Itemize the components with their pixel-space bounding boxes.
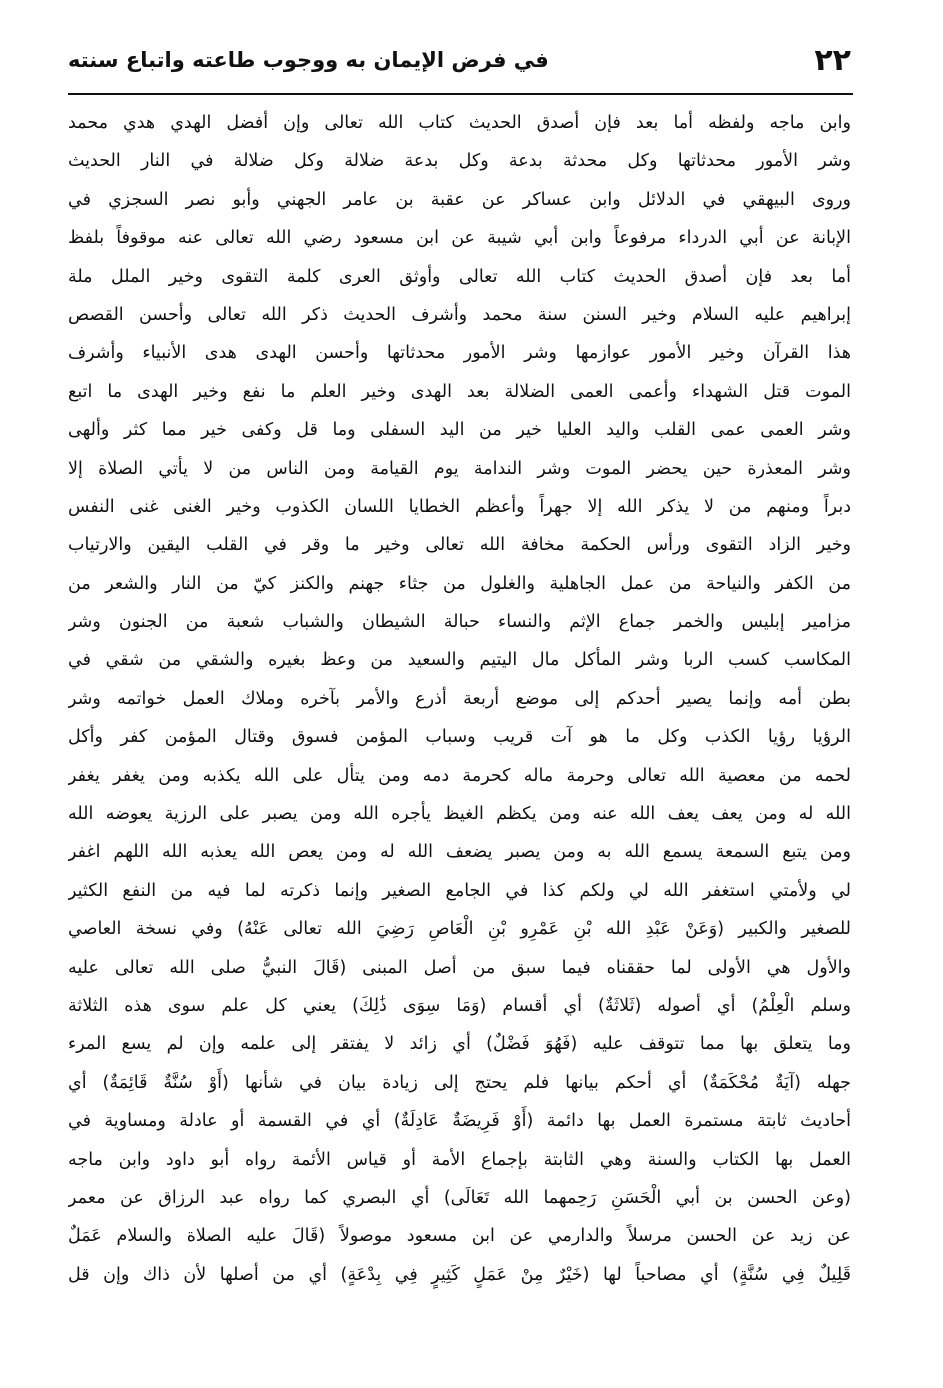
text-line: المكاسب كسب الربا وشر المأكل مال اليتيم والسعيد من وعظ بغيره والشقي من شقي في [68,650,851,671]
text-line: دبراً ومنهم من لا يذكر الله إلا جهراً وأعظم الخطايا اللسان الكذوب وخير الغنى غنى النفس [68,496,851,517]
text-line: أحاديث ثابتة مستمرة العمل بها دائمة (أَوْ فَرِيضَةٌ عَادِلَةٌ) أي في القسمة أو عادلة ومساوية في [68,1111,851,1132]
text-line: وابن ماجه ولفظه أما بعد فإن أصدق الحديث كتاب الله تعالى وإن أفضل الهدي هدي محمد [68,113,851,133]
text-line: العمل بها الكتاب والسنة وهي الثابتة بإجماع الأمة أو قياس الأئمة رواه أبو داود وابن ماجه [68,1149,851,1170]
text-line: لي ولأمتي استغفر الله لي ولكم كذا في الجامع الصغير وإنما ذكرته لما فيه من النفع الكثير [68,880,851,901]
text-line: وما يتعلق بها مما تتوقف عليه (فَهُوَ فَضْلٌ) أي زائد لا يفتقر إلى علمه وإن لم يسع المرء [68,1034,851,1055]
text-line: والأول هي الأولى لما حققناه فيما سبق من أصل المبنى (قَالَ النبيُّ صلى الله تعالى عليه [68,957,851,978]
header-divider [68,93,853,95]
text-line: للصغير والكبير (وَعَنْ عَبْدِ الله بْنِ عَمْرِو بْنِ الْعَاصِ رَضِيَ الله تعالى عَنْهُ) وفي نسخة العاصي [68,919,851,940]
text-line: وروى البيهقي في الدلائل وابن عساكر عن عقبة بن عامر الجهني وأبو نصر السجزي في [68,189,851,210]
page-number: ٢٢ [814,42,851,78]
text-line: عن زيد عن الحسن مرسلاً والدارمي عن ابن مسعود موصولاً (قَالَ عليه الصلاة والسلام عَمَلٌ [68,1226,851,1247]
text-line: وشر المعذرة حين يحضر الموت وشر الندامة يوم القيامة ومن الناس من لا يأتي الصلاة إلا [68,458,851,479]
text-line: الإبانة عن أبي الدرداء مرفوعاً وابن أبي شيبة عن ابن مسعود رضي الله تعالى عنه موقوفاً بلفظ [68,228,851,249]
text-line: الله له ومن يعف يعف الله عنه ومن يكظم الغيظ يأجره الله ومن يصبر على الرزية يعوضه الله [68,804,851,825]
text-line: إبراهيم عليه السلام وخير السنن سنة محمد وأشرف الحديث ذكر الله تعالى وأحسن القصص [68,304,851,325]
body-text [68,104,851,1294]
text-line: أما بعد فإن أصدق الحديث كتاب الله تعالى وأوثق العرى كلمة التقوى وخير الملل ملة [68,266,851,287]
text-line: من الكفر والنياحة من عمل الجاهلية والغلول من جثاء جهنم والكنز كيّ من النار والشعر من [68,573,851,594]
text-line: لحمه من معصية الله تعالى وحرمة ماله كحرمة دمه ومن يتأل على الله يكذبه ومن يغفر يغفر [68,765,851,786]
text-line: الرؤيا رؤيا الكذب وكل ما هو آت قريب وسباب المؤمن فسوق وقتال المؤمن كفر وأكل [68,727,851,748]
text-line: مزامير إبليس والخمر جماع الإثم والنساء حبالة الشيطان والشباب شعبة من الجنون وشر [68,612,851,633]
text-line: قَلِيلٌ فِي سُنَّةٍ) أي مصاحباً لها (خَيْرٌ مِنْ عَمَلٍ كَثِيرٍ فِي بِدْعَةٍ) أي من أصلها لأن ذاك وإن قل [68,1264,851,1285]
text-line: (وعن الحسن بن أبي الْحَسَنِ رَحِمهما الله تَعَالَى) أي البصري كما رواه عبد الرزاق عن معمر [68,1187,851,1208]
text-line: وشر الأمور محدثاتها وكل محدثة بدعة وكل بدعة ضلالة وكل ضلالة في النار الحديث [68,151,851,172]
page-header [68,34,851,86]
text-line: وخير الزاد التقوى ورأس الحكمة مخافة الله تعالى وخير ما وقر في القلب اليقين والارتياب [68,535,851,556]
running-title: في فرض الإيمان به ووجوب طاعته واتباع سنته [68,48,549,72]
text-line: وشر العمى عمى القلب واليد العليا خير من اليد السفلى وما قل وكفى خير مما كثر وألهى [68,420,851,441]
text-line: ومن يتبع السمعة يسمع الله به ومن يصبر يضعف الله له ومن يعص الله يعذبه الله اللهم اغفر [68,842,851,863]
text-line: وسلم الْعِلْمُ) أي أصوله (ثَلاثَةٌ) أي أقسام (وَمَا سِوَى ذَٰلِكَ) يعني كل علم سوى هذه الثلاثة [68,995,851,1016]
text-line: هذا القرآن وخير الأمور عوازمها وشر الأمور محدثاتها وأحسن الهدى هدى الأنبياء وأشرف [68,343,851,364]
text-line: جهله (آيَةٌ مُحْكَمَةٌ) أي أحكم بيانها فلم يحتج إلى زيادة بيان في شأنها (أَوْ سُنَّةٌ قَائِمَةٌ) أي [68,1072,851,1093]
text-line: الموت قتل الشهداء وأعمى العمى الضلالة بعد الهدى وخير العلم ما نفع وخير الهدى ما اتبع [68,381,851,402]
text-line: بطن أمه وإنما يصير أحدكم إلى موضع أربعة أذرع والأمر بآخره وملاك العمل خواتمه وشر [68,688,851,709]
